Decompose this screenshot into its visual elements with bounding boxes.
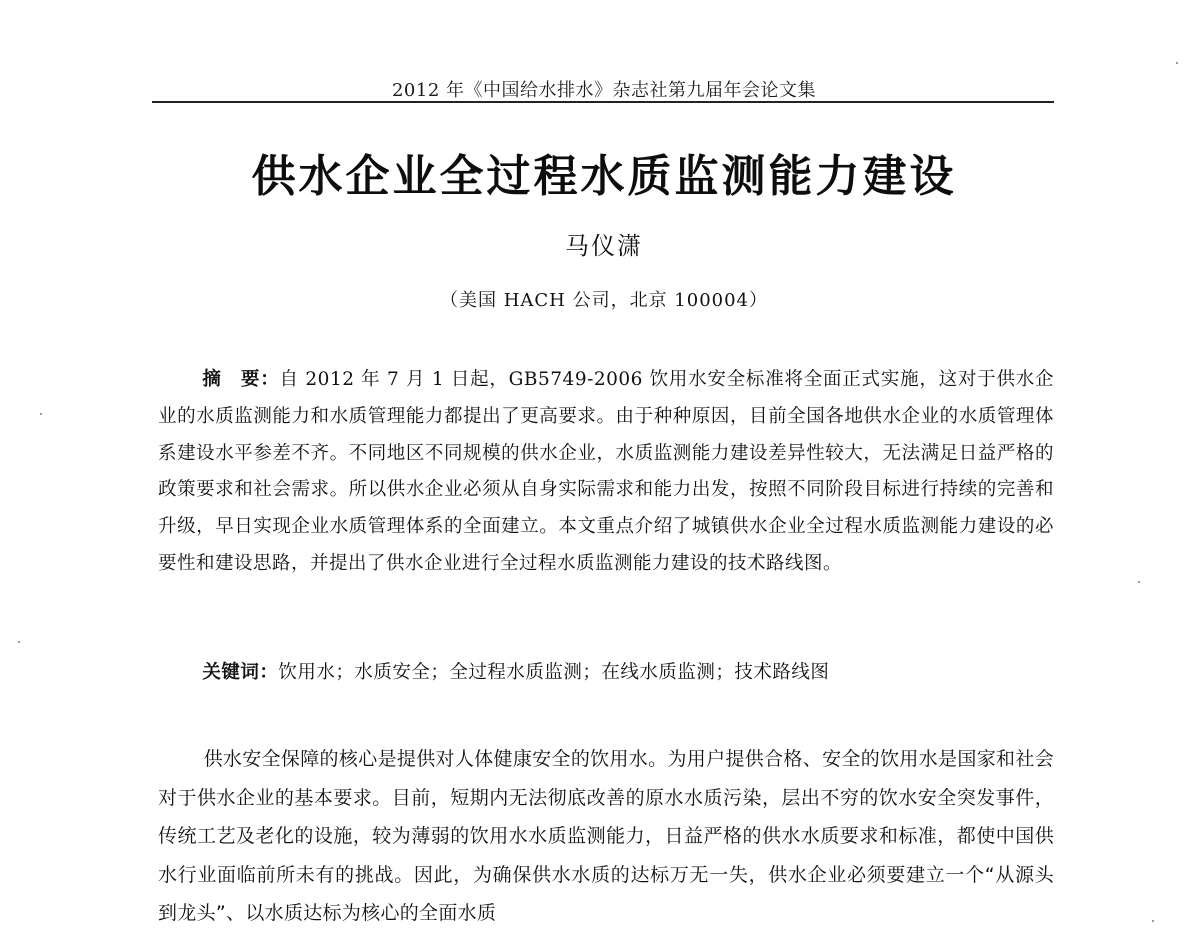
abstract-label: 摘 要： — [202, 369, 280, 390]
keywords-label: 关键词： — [202, 662, 279, 683]
header-rule — [152, 101, 1054, 103]
scan-speck — [40, 413, 42, 415]
body-paragraph: 供水安全保障的核心是提供对人体健康安全的饮用水。为用户提供合格、安全的饮用水是国家和社会对于供水企业的基本要求。目前，短期内无法彻底改善的原水水质污染，层出不穷的饮水安全突发事件，传统工艺及老化的设施，较为薄弱的饮用水水质监测能力，日益严格的供水水质要求和标准，都使中国供水行业面临前所未有的挑战。因此，为确保供水水质的达标万无一失，供水企业必须要建立一个“从源头到龙头”、以水质达标为核心的全面水质 — [158, 748, 1054, 924]
scan-speck — [1176, 62, 1178, 64]
abstract-text: 自 2012 年 7 月 1 日起，GB5749-2006 饮用水安全标准将全面正式实施，这对于供水企业的水质监测能力和水质管理能力都提出了更高要求。由于种种原因，目前全国各地供水企业的水质管理体系建设水平参差不齐。不同地区不同规模的供水企业，水质监测能力建设差异性较大，无法满足日益严格的政策要求和社会需求。所以供水企业必须从自身实际需求和能力出发，按照不同阶段目标进行持续的完善和升级，早日实现企业水质管理体系的全面建立。本文重点介绍了城镇供水企业全过程水质监测能力建设的必要性和建设思路，并提出了供水企业进行全过程水质监测能力建设的技术路线图。 — [158, 369, 1054, 574]
scan-speck — [18, 641, 20, 643]
running-header: 2012 年《中国给水排水》杂志社第九届年会论文集 — [391, 80, 817, 101]
paper-title: 供水企业全过程水质监测能力建设 — [251, 151, 957, 202]
scan-speck — [1138, 581, 1140, 583]
keywords-paragraph — [158, 655, 1054, 691]
author-name: 马仪潇 — [565, 232, 643, 260]
abstract-paragraph — [158, 362, 1054, 583]
scan-speck — [1152, 920, 1154, 922]
author-affiliation: （美国 HACH 公司，北京 100004） — [439, 290, 769, 311]
keywords-text: 饮用水；水质安全；全过程水质监测；在线水质监测；技术路线图 — [278, 662, 830, 683]
